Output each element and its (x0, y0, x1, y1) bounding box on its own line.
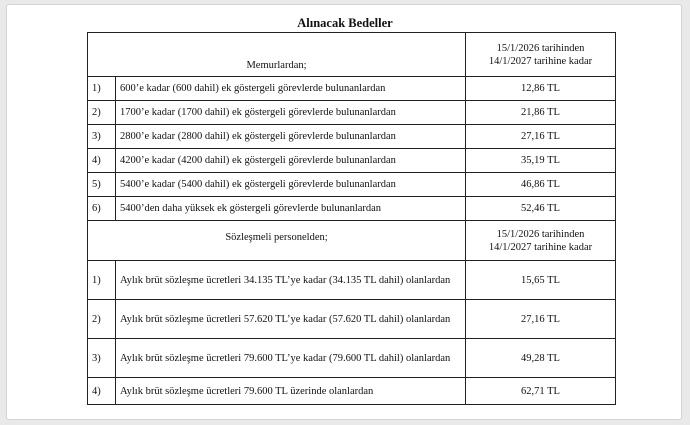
row-amount: 46,86 TL (466, 173, 616, 197)
row-number: 4) (88, 149, 116, 173)
row-number: 1) (88, 261, 116, 300)
row-number: 3) (88, 339, 116, 378)
row-description: 600’e kadar (600 dahil) ek göstergeli görevlerde bulunanlardan (116, 77, 466, 101)
row-description: 5400’e kadar (5400 dahil) ek göstergeli görevlerde bulunanlardan (116, 173, 466, 197)
row-number: 2) (88, 101, 116, 125)
row-description: 1700’e kadar (1700 dahil) ek göstergeli görevlerde bulunanlardan (116, 101, 466, 125)
row-amount: 15,65 TL (466, 261, 616, 300)
table-row (88, 378, 616, 405)
table-row (88, 339, 616, 378)
civil-servants-header-row (88, 33, 616, 77)
period-header (466, 221, 616, 261)
row-amount: 35,19 TL (466, 149, 616, 173)
table-row (88, 149, 616, 173)
period-start: 15/1/2026 tarihinden (496, 228, 585, 240)
table-row (88, 261, 616, 300)
row-amount: 12,86 TL (466, 77, 616, 101)
row-amount: 27,16 TL (466, 300, 616, 339)
row-number: 2) (88, 300, 116, 339)
period-end: 14/1/2027 tarihine kadar (488, 55, 593, 67)
table-row (88, 125, 616, 149)
period-end: 14/1/2027 tarihine kadar (488, 241, 593, 253)
row-description: 4200’e kadar (4200 dahil) ek göstergeli görevlerde bulunanlardan (116, 149, 466, 173)
row-description: Aylık brüt sözleşme ücretleri 79.600 TL’ye kadar (79.600 TL dahil) olanlardan (116, 339, 466, 378)
row-number: 4) (88, 378, 116, 405)
row-description: Aylık brüt sözleşme ücretleri 57.620 TL’ye kadar (57.620 TL dahil) olanlardan (116, 300, 466, 339)
table-row (88, 197, 616, 221)
row-description: 2800’e kadar (2800 dahil) ek göstergeli görevlerde bulunanlardan (116, 125, 466, 149)
contract-staff-header-row (88, 221, 616, 261)
table-row (88, 77, 616, 101)
row-description: Aylık brüt sözleşme ücretleri 34.135 TL’ye kadar (34.135 TL dahil) olanlardan (116, 261, 466, 300)
row-description: 5400’den daha yüksek ek göstergeli görevlerde bulunanlardan (116, 197, 466, 221)
row-amount: 49,28 TL (466, 339, 616, 378)
row-description: Aylık brüt sözleşme ücretleri 79.600 TL üzerinde olanlardan (116, 378, 466, 405)
row-amount: 27,16 TL (466, 125, 616, 149)
civil-servants-header: Memurlardan; (88, 33, 466, 77)
fee-table (87, 32, 616, 405)
table-row (88, 300, 616, 339)
period-header (466, 33, 616, 77)
document-frame (6, 4, 682, 420)
row-amount: 52,46 TL (466, 197, 616, 221)
contract-staff-header: Sözleşmeli personelden; (88, 221, 466, 261)
row-number: 3) (88, 125, 116, 149)
period-start: 15/1/2026 tarihinden (496, 42, 585, 54)
row-amount: 62,71 TL (466, 378, 616, 405)
row-amount: 21,86 TL (466, 101, 616, 125)
row-number: 1) (88, 77, 116, 101)
row-number: 5) (88, 173, 116, 197)
table-row (88, 101, 616, 125)
table-row (88, 173, 616, 197)
document-title: Alınacak Bedeller (297, 16, 393, 30)
row-number: 6) (88, 197, 116, 221)
